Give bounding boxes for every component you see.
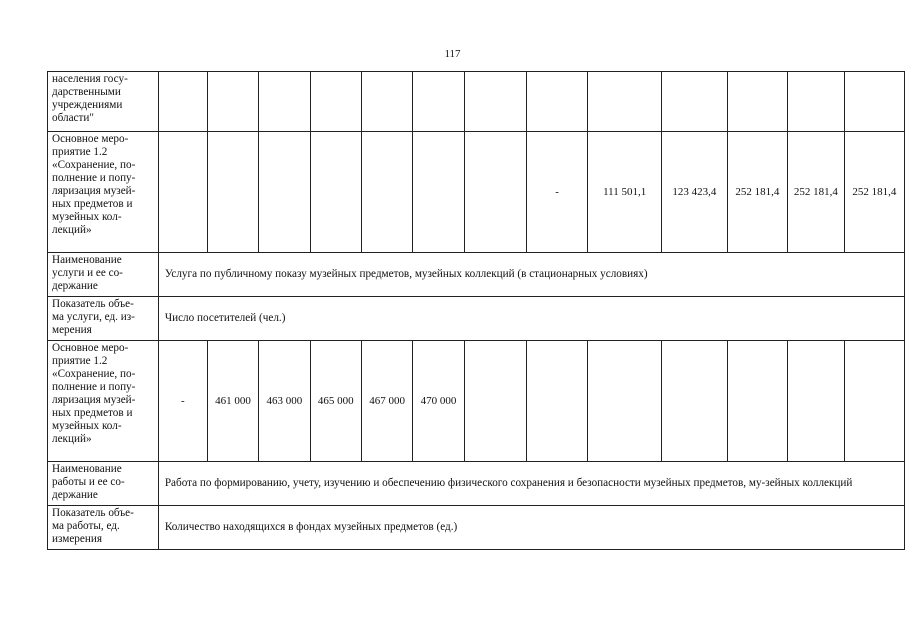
table-cell bbox=[310, 72, 361, 132]
table-cell: 467 000 bbox=[361, 341, 412, 462]
table-cell bbox=[361, 132, 412, 253]
service-name: Услуга по публичному показу музейных предметов, музейных коллекций (в стационарных условиях) bbox=[158, 253, 904, 297]
table-row bbox=[48, 132, 905, 253]
table-cell: 470 000 bbox=[413, 341, 464, 462]
table-cell bbox=[787, 341, 844, 462]
row-label: Основное меро- приятие 1.2 «Сохранение, по- полнение и попу- ляризация музей- ных предметов и музейных кол- лекций» bbox=[48, 132, 159, 253]
table-cell bbox=[413, 132, 464, 253]
table-cell bbox=[588, 72, 662, 132]
table-cell bbox=[259, 72, 310, 132]
table-cell: 252 181,4 bbox=[787, 132, 844, 253]
table-cell: 111 501,1 bbox=[588, 132, 662, 253]
table-row bbox=[48, 506, 905, 550]
row-label: Основное меро- приятие 1.2 «Сохранение, по- полнение и попу- ляризация музей- ных предметов и музейных кол- лекций» bbox=[48, 341, 159, 462]
row-label: Показатель объе- ма услуги, ед. из- мерения bbox=[48, 297, 159, 341]
table-cell bbox=[464, 341, 526, 462]
table-cell: 123 423,4 bbox=[662, 132, 728, 253]
table-cell bbox=[207, 132, 258, 253]
budget-table bbox=[47, 71, 905, 550]
table-cell bbox=[588, 341, 662, 462]
table-row bbox=[48, 72, 905, 132]
table-cell bbox=[361, 72, 412, 132]
row-label: Наименование услуги и ее со- держание bbox=[48, 253, 159, 297]
table-row bbox=[48, 341, 905, 462]
table-cell bbox=[464, 132, 526, 253]
table-cell bbox=[310, 132, 361, 253]
row-label: Показатель объе- ма работы, ед. измерения bbox=[48, 506, 159, 550]
table-cell: 461 000 bbox=[207, 341, 258, 462]
table-row bbox=[48, 462, 905, 506]
table-cell bbox=[158, 132, 207, 253]
table-cell bbox=[526, 341, 588, 462]
table-cell bbox=[413, 72, 464, 132]
table-cell bbox=[464, 72, 526, 132]
table-row bbox=[48, 253, 905, 297]
work-indicator: Количество находящихся в фондах музейных предметов (ед.) bbox=[158, 506, 904, 550]
table-cell bbox=[844, 72, 904, 132]
table-cell: 465 000 bbox=[310, 341, 361, 462]
table-cell bbox=[727, 72, 787, 132]
table-cell bbox=[259, 132, 310, 253]
row-label: Наименование работы и ее со- держание bbox=[48, 462, 159, 506]
table-cell: 463 000 bbox=[259, 341, 310, 462]
row-label: населения госу- дарственными учреждениями области" bbox=[48, 72, 159, 132]
table-cell bbox=[158, 72, 207, 132]
table-cell bbox=[662, 72, 728, 132]
table-cell bbox=[207, 72, 258, 132]
table-cell: - bbox=[526, 132, 588, 253]
work-name: Работа по формированию, учету, изучению и обеспечению физического сохранения и безопасности музейных предметов, му-зейных коллекций bbox=[158, 462, 904, 506]
table-cell: 252 181,4 bbox=[844, 132, 904, 253]
page-number: 117 bbox=[444, 48, 461, 60]
table-cell bbox=[526, 72, 588, 132]
table-cell: 252 181,4 bbox=[727, 132, 787, 253]
table-cell bbox=[662, 341, 728, 462]
table-row bbox=[48, 297, 905, 341]
table-cell bbox=[727, 341, 787, 462]
table-cell bbox=[787, 72, 844, 132]
table-cell: - bbox=[158, 341, 207, 462]
table-cell bbox=[844, 341, 904, 462]
service-indicator: Число посетителей (чел.) bbox=[158, 297, 904, 341]
